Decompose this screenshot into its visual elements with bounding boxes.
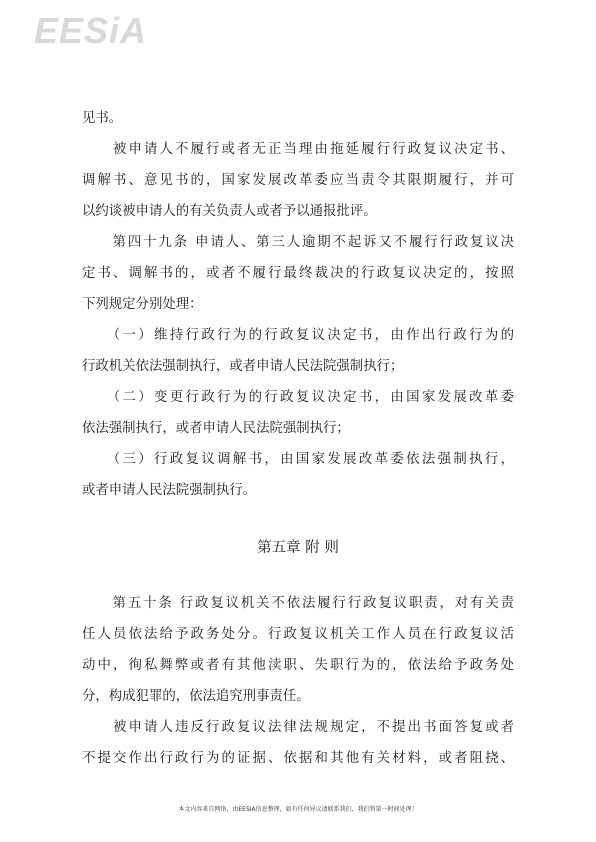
eesia-logo: EESiA <box>34 10 148 51</box>
paragraph-line: 动中，徇私舞弊或者有其他渎职、失职行为的，依法给予政务处 <box>82 658 514 673</box>
article-49-line: 第四十九条 申请人、第三人逾期不起诉又不履行行政复议决 <box>82 235 514 250</box>
list-item-1: （一）维持行政行为的行政复议决定书，由作出行政行为的 <box>82 328 514 343</box>
footer-notice: 本文内容来自网络，由EESIA信息整理，如有任何异议请联系我们，我们将第一时间处理！ <box>178 806 418 813</box>
paragraph-line: 定书、调解书的，或者不履行最终裁决的行政复议决定的，按照 <box>82 266 514 281</box>
paragraph-line: 或者申请人民法院强制执行。 <box>82 483 257 498</box>
paragraph-line: 被申请人违反行政复议法律法规规定，不提出书面答复或者 <box>82 720 514 735</box>
paragraph-line: 被申请人不履行或者无正当理由拖延履行行政复议决定书、 <box>82 142 514 157</box>
list-item-3: （三）行政复议调解书，由国家发展改革委依法强制执行， <box>82 452 514 467</box>
chapter-heading: 第五章 附 则 <box>257 540 339 556</box>
paragraph-line: 行政机关依法强制执行，或者申请人民法院强制执行； <box>82 359 404 374</box>
paragraph-line: 任人员依法给予政务处分。行政复议机关工作人员在行政复议活 <box>82 627 514 642</box>
paragraph-line: 以约谈被申请人的有关负责人或者予以通报批评。 <box>82 204 377 219</box>
paragraph-line: 调解书、意见书的，国家发展改革委应当责令其限期履行，并可 <box>82 173 514 188</box>
paragraph-line: 分，构成犯罪的，依法追究刑事责任。 <box>82 689 310 704</box>
paragraph-line: 下列规定分别处理： <box>82 297 203 312</box>
paragraph-line: 见书。 <box>82 111 123 126</box>
article-50-line: 第五十条 行政复议机关不依法履行行政复议职责，对有关责 <box>82 596 514 611</box>
paragraph-line: 依法强制执行，或者申请人民法院强制执行； <box>82 421 350 436</box>
list-item-2: （二）变更行政行为的行政复议决定书，由国家发展改革委 <box>82 390 514 405</box>
paragraph-line: 不提交作出行政行为的证据、依据和其他有关材料，或者阻挠、 <box>82 751 514 766</box>
